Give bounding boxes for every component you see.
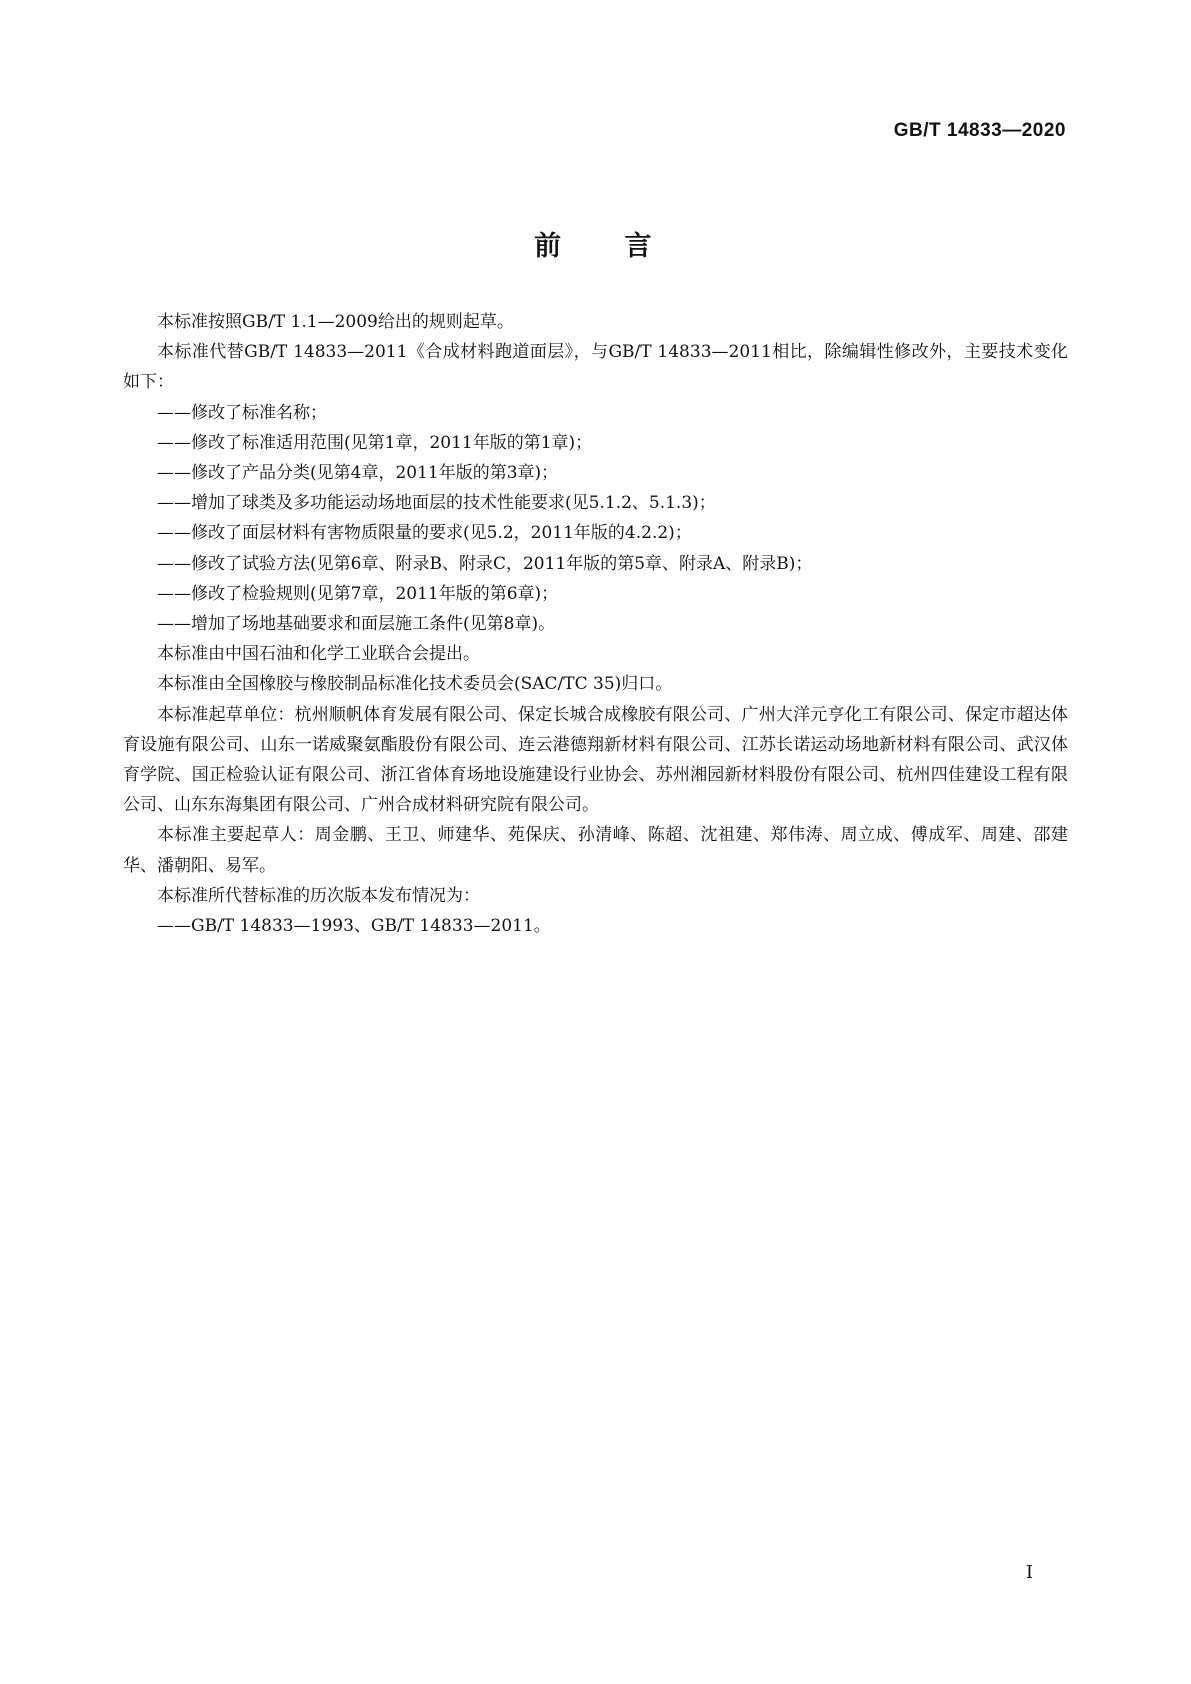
change-item: ——修改了试验方法(见第6章、附录B、附录C，2011年版的第5章、附录A、附录B)；: [157, 553, 813, 574]
title-char-1: 前: [534, 231, 567, 262]
history-item: ——GB/T 14833—1993、GB/T 14833—2011。: [157, 916, 551, 937]
change-item: ——修改了检验规则(见第7章，2011年版的第6章)；: [157, 583, 559, 604]
foreword-body: [123, 307, 1068, 941]
change-item: ——修改了产品分类(见第4章，2011年版的第3章)；: [157, 463, 559, 484]
change-item: ——修改了标准适用范围(见第1章，2011年版的第1章)；: [157, 432, 593, 453]
paragraph-drafting-units: 本标准起草单位：杭州顺帆体育发展有限公司、保定长城合成橡胶有限公司、广州大洋元亨化工有限公司、保定市超达体育设施有限公司、山东一诺威聚氨酯股份有限公司、连云港德翔新材料有限公司、江苏长诺运动场地新材料有限公司、武汉体育学院、国正检验认证有限公司、浙江省体育场地设施建设行业协会、苏州湘园新材料股份有限公司、杭州四佳建设工程有限公司、山东东海集团有限公司、广州合成材料研究院有限公司。: [123, 704, 1068, 816]
change-item: ——修改了标准名称；: [157, 402, 327, 423]
paragraph-proposer: 本标准由中国石油和化学工业联合会提出。: [157, 644, 480, 665]
change-item: ——增加了球类及多功能运动场地面层的技术性能要求(见5.1.2、5.1.3)；: [157, 493, 716, 514]
page-number: I: [1025, 1562, 1033, 1583]
paragraph-committee: 本标准由全国橡胶与橡胶制品标准化技术委员会(SAC/TC 35)归口。: [157, 674, 673, 695]
paragraph-history-intro: 本标准所代替标准的历次版本发布情况为：: [157, 885, 480, 906]
paragraph-drafting-rules: 本标准按照GB/T 1.1—2009给出的规则起草。: [157, 312, 514, 332]
standard-code: GB/T 14833—2020: [893, 120, 1066, 141]
page-title: [0, 224, 1191, 263]
paragraph-replacement: 本标准代替GB/T 14833—2011《合成材料跑道面层》，与GB/T 14833—2011相比，除编辑性修改外，主要技术变化如下：: [123, 342, 1068, 393]
title-char-2: 言: [624, 231, 657, 262]
paragraph-drafters: 本标准主要起草人：周金鹏、王卫、师建华、苑保庆、孙清峰、陈超、沈祖建、郑伟涛、周立成、傅成军、周建、邵建华、潘朝阳、易军。: [123, 825, 1068, 876]
change-item: ——修改了面层材料有害物质限量的要求(见5.2，2011年版的4.2.2)；: [157, 523, 692, 544]
change-item: ——增加了场地基础要求和面层施工条件(见第8章)。: [157, 614, 556, 635]
